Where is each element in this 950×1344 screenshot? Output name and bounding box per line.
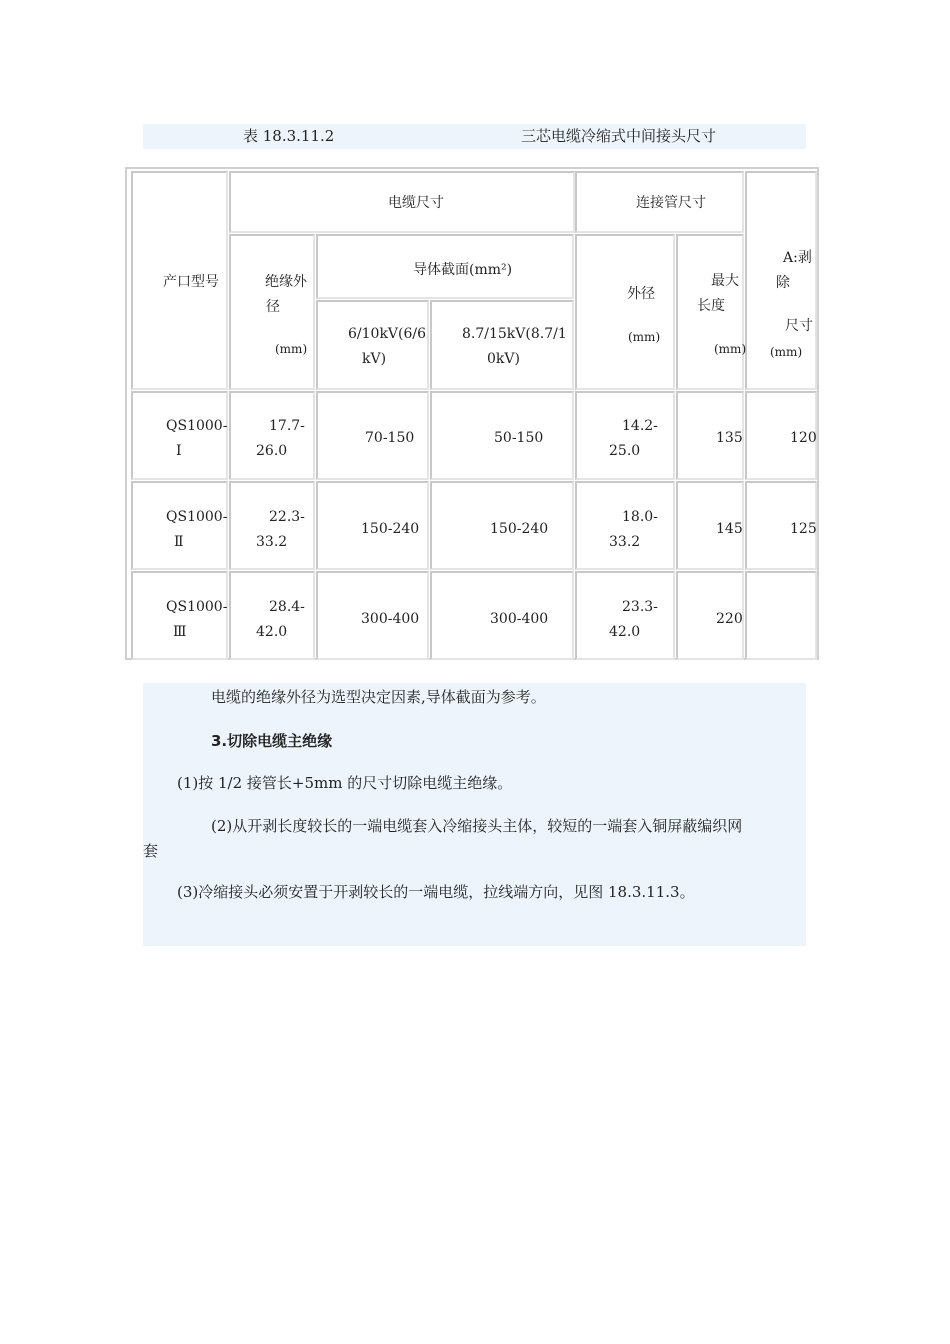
header-maxlen-line1: 最大 xyxy=(711,273,739,289)
step-2-line1: (2)从开剥长度较长的一端电缆套入冷缩接头主体，较短的一端套入铜屏蔽编织网 xyxy=(211,817,743,835)
header-od-label: 外径 xyxy=(627,286,655,302)
cell-v2 xyxy=(430,571,574,660)
header-tube-size-label: 连接管尺寸 xyxy=(636,195,706,211)
cell-v2 xyxy=(430,391,574,480)
row-strip: 120 xyxy=(790,430,817,446)
header-model-label: 产口型号 xyxy=(163,274,219,290)
row-maxlen: 145 xyxy=(716,521,743,537)
header-v2-line1: 8.7/15kV(8.7/1 xyxy=(462,326,567,342)
cell-od xyxy=(575,481,675,570)
cell-v1 xyxy=(316,481,429,570)
header-strip-line2: 除 xyxy=(776,275,790,291)
cell-insulation xyxy=(229,481,315,570)
step-2-line2: 套 xyxy=(143,842,159,860)
row-strip: 125 xyxy=(790,521,817,537)
row-v1: 300-400 xyxy=(361,611,420,627)
row-maxlen: 135 xyxy=(716,430,743,446)
row-od-line2: 33.2 xyxy=(609,534,641,550)
notes-section xyxy=(143,683,806,946)
header-od-unit: (mm) xyxy=(628,330,661,344)
header-conductor xyxy=(316,234,574,299)
row-od-line2: 42.0 xyxy=(609,624,641,640)
header-strip-line1: A:剥 xyxy=(783,250,812,266)
cell-v2 xyxy=(430,481,574,570)
row-model-line2: Ⅰ xyxy=(176,443,182,459)
row-v2: 150-240 xyxy=(490,521,549,537)
row-model-line2: Ⅲ xyxy=(173,624,187,640)
step-1: (1)按 1/2 接管长+5mm 的尺寸切除电缆主绝缘。 xyxy=(177,774,513,792)
header-conductor-label: 导体截面(mm²) xyxy=(413,262,513,278)
header-model xyxy=(131,171,228,390)
row-od-line1: 23.3- xyxy=(622,599,658,615)
header-v1-line1: 6/10kV(6/6 xyxy=(348,326,427,342)
header-insulation-line1: 绝缘外 xyxy=(265,274,307,290)
table-number: 表 18.3.11.2 xyxy=(243,127,335,145)
row-insulation-line2: 26.0 xyxy=(256,443,288,459)
row-insulation-line1: 22.3- xyxy=(269,509,305,525)
header-tube-size xyxy=(575,171,744,233)
section-heading: 3.切除电缆主绝缘 xyxy=(211,732,333,750)
header-outer-diameter xyxy=(575,234,675,390)
header-maxlen-line2: 长度 xyxy=(697,298,725,314)
row-v1: 150-240 xyxy=(361,521,420,537)
row-insulation-line1: 17.7- xyxy=(269,418,305,434)
row-model-line2: Ⅱ xyxy=(174,534,184,550)
header-v2-line2: 0kV) xyxy=(487,351,520,367)
cell-maxlen xyxy=(676,571,744,660)
row-model-line1: QS1000- xyxy=(166,599,228,615)
header-insulation-line2: 径 xyxy=(266,299,280,315)
header-strip-unit: (mm) xyxy=(770,345,803,359)
header-cable-size xyxy=(229,171,575,233)
cell-v1 xyxy=(316,391,429,480)
cell-maxlen xyxy=(676,481,744,570)
table-caption xyxy=(143,124,806,149)
remark-text: 电缆的绝缘外径为选型决定因素,导体截面为参考。 xyxy=(211,688,546,706)
row-od-line2: 25.0 xyxy=(609,443,641,459)
cell-od xyxy=(575,571,675,660)
header-strip-line3: 尺寸 xyxy=(785,318,813,334)
row-od-line1: 14.2- xyxy=(622,418,658,434)
header-strip-size xyxy=(745,171,817,390)
row-model-line1: QS1000- xyxy=(166,509,228,525)
cell-od xyxy=(575,391,675,480)
table-row xyxy=(131,571,228,660)
header-insulation-unit: (mm) xyxy=(275,342,308,356)
row-od-line1: 18.0- xyxy=(622,509,658,525)
table-row xyxy=(131,481,228,570)
cell-insulation xyxy=(229,391,315,480)
header-voltage-8-7-15kv xyxy=(430,300,574,390)
cell-v1 xyxy=(316,571,429,660)
table-row xyxy=(131,391,228,480)
cell-maxlen xyxy=(676,391,744,480)
row-model-line1: QS1000- xyxy=(166,418,228,434)
row-v1: 70-150 xyxy=(365,430,415,446)
header-insulation-od xyxy=(229,234,315,390)
header-cable-size-label: 电缆尺寸 xyxy=(388,195,444,211)
cell-strip xyxy=(745,481,817,570)
table-title: 三芯电缆冷缩式中间接头尺寸 xyxy=(521,127,717,145)
row-v2: 50-150 xyxy=(494,430,544,446)
cell-strip xyxy=(745,391,817,480)
header-maxlen-unit: (mm) xyxy=(714,342,747,356)
row-v2: 300-400 xyxy=(490,611,549,627)
step-3: (3)冷缩接头必须安置于开剥较长的一端电缆，拉线端方向，见图 18.3.11.3。 xyxy=(177,883,695,901)
cell-strip xyxy=(745,571,817,660)
header-max-length xyxy=(676,234,747,390)
row-insulation-line2: 33.2 xyxy=(256,534,288,550)
row-insulation-line1: 28.4- xyxy=(269,599,305,615)
row-insulation-line2: 42.0 xyxy=(256,624,288,640)
cell-insulation xyxy=(229,571,315,660)
header-v1-line2: kV) xyxy=(362,351,387,367)
header-voltage-6-10kv xyxy=(316,300,429,390)
row-maxlen: 220 xyxy=(716,611,743,627)
